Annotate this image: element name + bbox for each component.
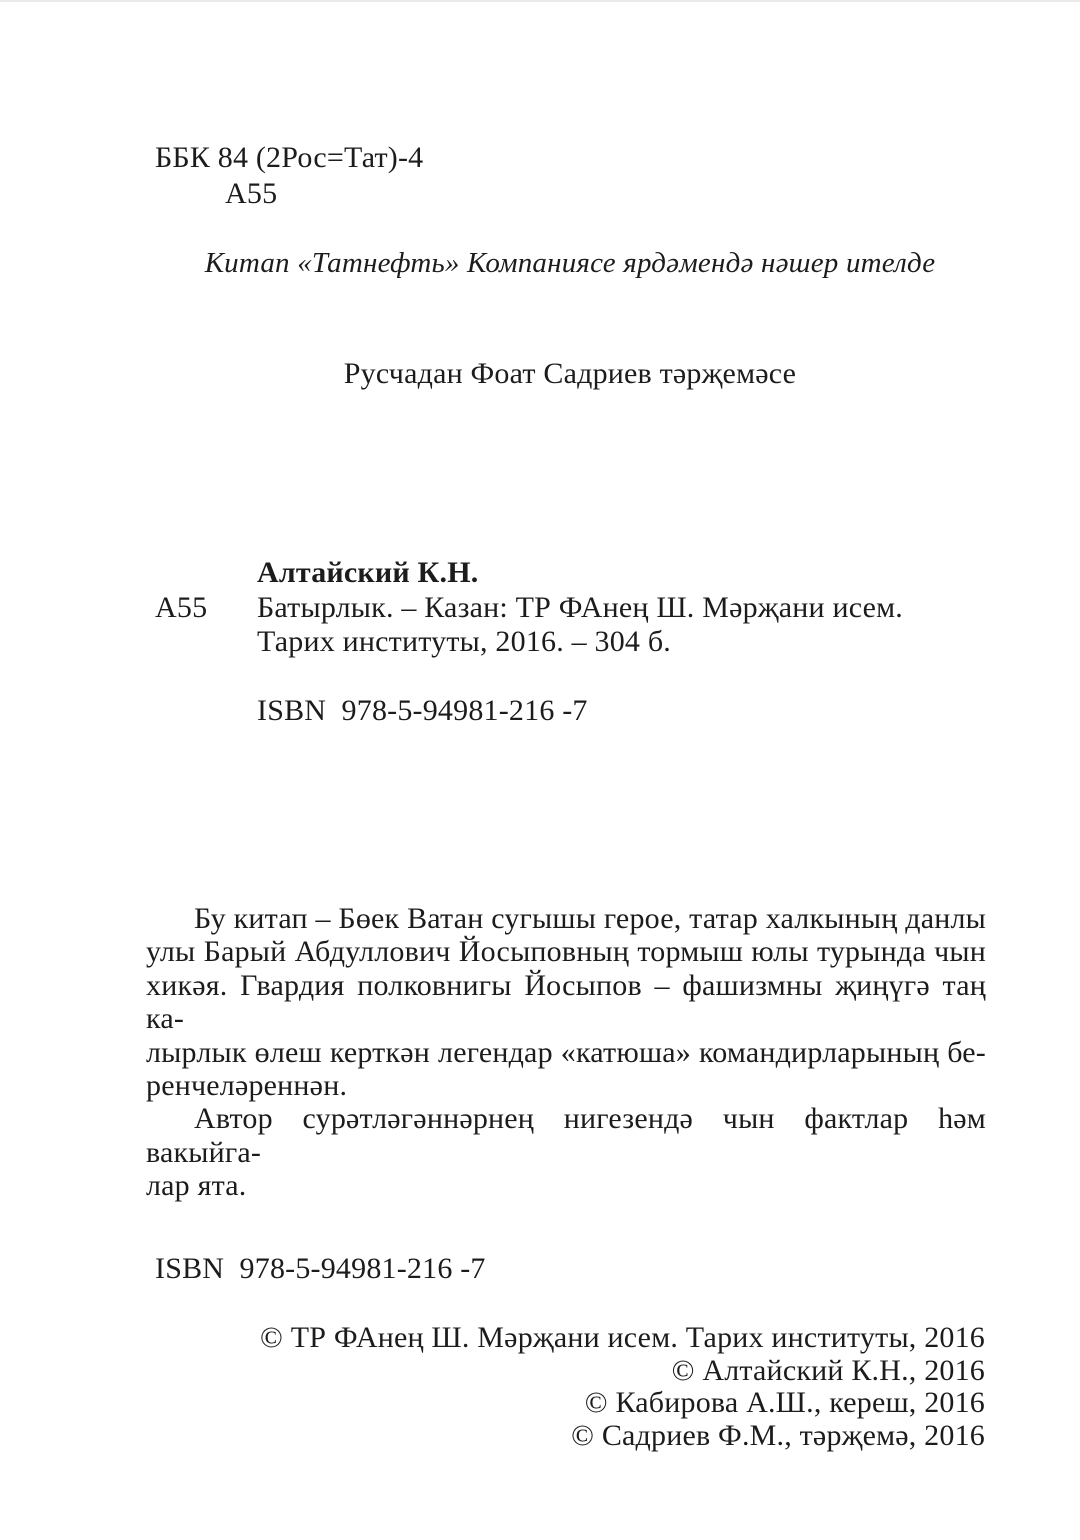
- isbn-number: ISBN 978-5-94981-216 -7: [257, 694, 588, 727]
- bbk-classification: ББК 84 (2Рос=Тат)-4: [155, 141, 424, 174]
- annotation-line: Бу китап – Бөек Ватан сугышы герое, татар халкының данлы: [194, 902, 986, 935]
- catalog-card-title-line2: Тарих институты, 2016. – 304 б.: [257, 625, 671, 658]
- translator-note: Русчадан Фоат Садриев тәрҗемәсе: [343, 357, 797, 390]
- annotation-line: лар ята.: [146, 1169, 247, 1203]
- annotation-line: хикәя. Гвардия полковнигы Йосыпов – фашизмны җиңүгә таң ка-: [146, 968, 986, 1036]
- author-sign-code: А55: [225, 177, 278, 210]
- isbn-number-footer: ISBN 978-5-94981-216 -7: [155, 1252, 486, 1285]
- catalog-card-title-line1: Батырлык. – Казан: ТР ФАнең Ш. Мәрҗани исем.: [257, 591, 903, 624]
- copyright-line: © Садриев Ф.М., тәрҗемә, 2016: [571, 1419, 985, 1453]
- copyright-block: [155, 1322, 985, 1453]
- annotation-block: [146, 902, 986, 1203]
- scan-edge-artifact: [0, 0, 1080, 2]
- catalog-card-author: Алтайский К.Н.: [257, 556, 479, 589]
- annotation-line: лырлык өлеш керткән легендар «катюша» командирларының бе-: [146, 1035, 986, 1069]
- annotation-line: улы Барый Абдуллович Йосыповның тормыш юлы турында чын: [146, 935, 986, 969]
- publisher-sponsor-note: Китап «Татнефть» Компаниясе ярдәмендә нәшер ителде: [204, 247, 936, 279]
- copyright-line: © Алтайский К.Н., 2016: [671, 1353, 985, 1387]
- annotation-line: Автор сурәтләгәннәрнең нигезендә чын фактлар һәм вакыйга-: [146, 1102, 986, 1169]
- copyright-line: © ТР ФАнең Ш. Мәрҗани исем. Тарих институты, 2016: [260, 1321, 985, 1354]
- catalog-card-code: А55: [155, 591, 208, 624]
- annotation-line: ренчеләреннән.: [146, 1069, 348, 1103]
- copyright-line: © Кабирова А.Ш., кереш, 2016: [584, 1386, 985, 1420]
